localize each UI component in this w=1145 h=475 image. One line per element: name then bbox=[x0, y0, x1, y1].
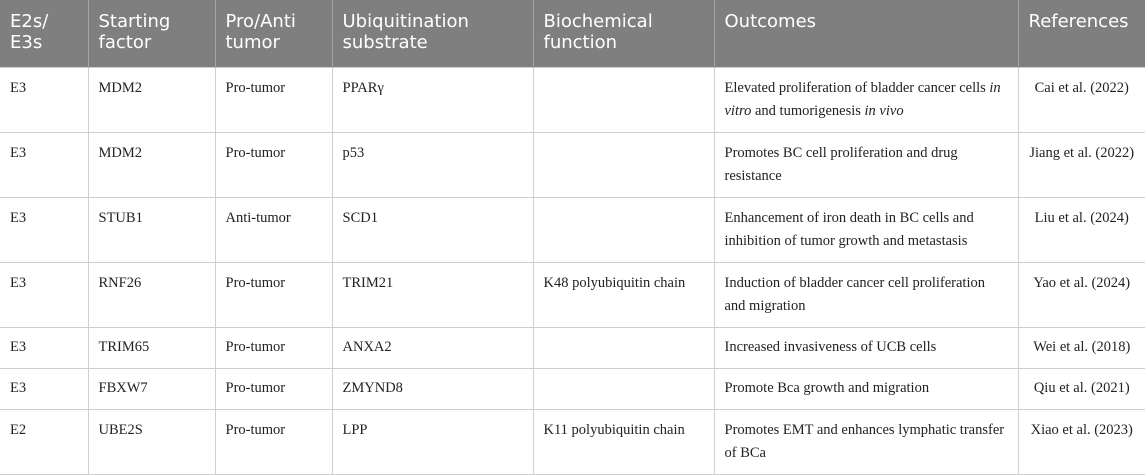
cell-outcome: Promotes EMT and enhances lymphatic transfer of BCa bbox=[714, 410, 1018, 475]
cell-substrate: p53 bbox=[332, 133, 533, 198]
cell-factor: UBE2S bbox=[88, 410, 215, 475]
cell-role: Pro-tumor bbox=[215, 369, 332, 410]
cell-reference: Liu et al. (2024) bbox=[1018, 198, 1145, 263]
cell-substrate: ANXA2 bbox=[332, 328, 533, 369]
cell-outcome bbox=[714, 68, 1018, 133]
cell-reference: Cai et al. (2022) bbox=[1018, 68, 1145, 133]
cell-function: K11 polyubiquitin chain bbox=[533, 410, 714, 475]
table-row bbox=[0, 68, 1145, 133]
cell-substrate: PPARγ bbox=[332, 68, 533, 133]
table-row bbox=[0, 263, 1145, 328]
header-pro-anti-tumor: Pro/Anti tumor bbox=[215, 0, 332, 68]
cell-role: Pro-tumor bbox=[215, 328, 332, 369]
cell-substrate: ZMYND8 bbox=[332, 369, 533, 410]
cell-role: Pro-tumor bbox=[215, 410, 332, 475]
header-starting-factor: Starting factor bbox=[88, 0, 215, 68]
cell-outcome: Increased invasiveness of UCB cells bbox=[714, 328, 1018, 369]
cell-outcome: Promotes BC cell proliferation and drug resistance bbox=[714, 133, 1018, 198]
table-row bbox=[0, 198, 1145, 263]
cell-factor: MDM2 bbox=[88, 133, 215, 198]
cell-factor: TRIM65 bbox=[88, 328, 215, 369]
outcome-text: and tumorigenesis bbox=[751, 103, 865, 119]
cell-type: E2 bbox=[0, 410, 88, 475]
cell-factor: MDM2 bbox=[88, 68, 215, 133]
cell-substrate: SCD1 bbox=[332, 198, 533, 263]
cell-substrate: TRIM21 bbox=[332, 263, 533, 328]
outcome-text: Elevated proliferation of bladder cancer cells bbox=[724, 80, 990, 96]
cell-outcome: Induction of bladder cancer cell proliferation and migration bbox=[714, 263, 1018, 328]
cell-outcome: Promote Bca growth and migration bbox=[714, 369, 1018, 410]
cell-type: E3 bbox=[0, 263, 88, 328]
table-row bbox=[0, 133, 1145, 198]
cell-substrate: LPP bbox=[332, 410, 533, 475]
header-references: References bbox=[1018, 0, 1145, 68]
cell-type: E3 bbox=[0, 68, 88, 133]
cell-role: Pro-tumor bbox=[215, 68, 332, 133]
cell-factor: STUB1 bbox=[88, 198, 215, 263]
cell-reference: Jiang et al. (2022) bbox=[1018, 133, 1145, 198]
cell-type: E3 bbox=[0, 133, 88, 198]
outcome-italic: in vivo bbox=[864, 103, 904, 119]
cell-role: Anti-tumor bbox=[215, 198, 332, 263]
table-row bbox=[0, 328, 1145, 369]
cell-type: E3 bbox=[0, 328, 88, 369]
header-row bbox=[0, 0, 1145, 68]
table-row bbox=[0, 369, 1145, 410]
cell-function bbox=[533, 133, 714, 198]
outcome-italic: in vitro bbox=[724, 80, 1001, 119]
cell-function bbox=[533, 369, 714, 410]
cell-role: Pro-tumor bbox=[215, 133, 332, 198]
cell-reference: Wei et al. (2018) bbox=[1018, 328, 1145, 369]
cell-reference: Qiu et al. (2021) bbox=[1018, 369, 1145, 410]
header-biochemical-function: Biochemical function bbox=[533, 0, 714, 68]
cell-function bbox=[533, 198, 714, 263]
header-ubiquitination-substrate: Ubiquitination substrate bbox=[332, 0, 533, 68]
cell-role: Pro-tumor bbox=[215, 263, 332, 328]
table-row bbox=[0, 410, 1145, 475]
cell-factor: RNF26 bbox=[88, 263, 215, 328]
cell-function: K48 polyubiquitin chain bbox=[533, 263, 714, 328]
cell-type: E3 bbox=[0, 369, 88, 410]
cell-type: E3 bbox=[0, 198, 88, 263]
header-e2s-e3s: E2s/ E3s bbox=[0, 0, 88, 68]
cell-function bbox=[533, 328, 714, 369]
cell-outcome: Enhancement of iron death in BC cells and inhibition of tumor growth and metastasis bbox=[714, 198, 1018, 263]
cell-reference: Xiao et al. (2023) bbox=[1018, 410, 1145, 475]
cell-factor: FBXW7 bbox=[88, 369, 215, 410]
cell-function bbox=[533, 68, 714, 133]
cell-reference: Yao et al. (2024) bbox=[1018, 263, 1145, 328]
header-outcomes: Outcomes bbox=[714, 0, 1018, 68]
